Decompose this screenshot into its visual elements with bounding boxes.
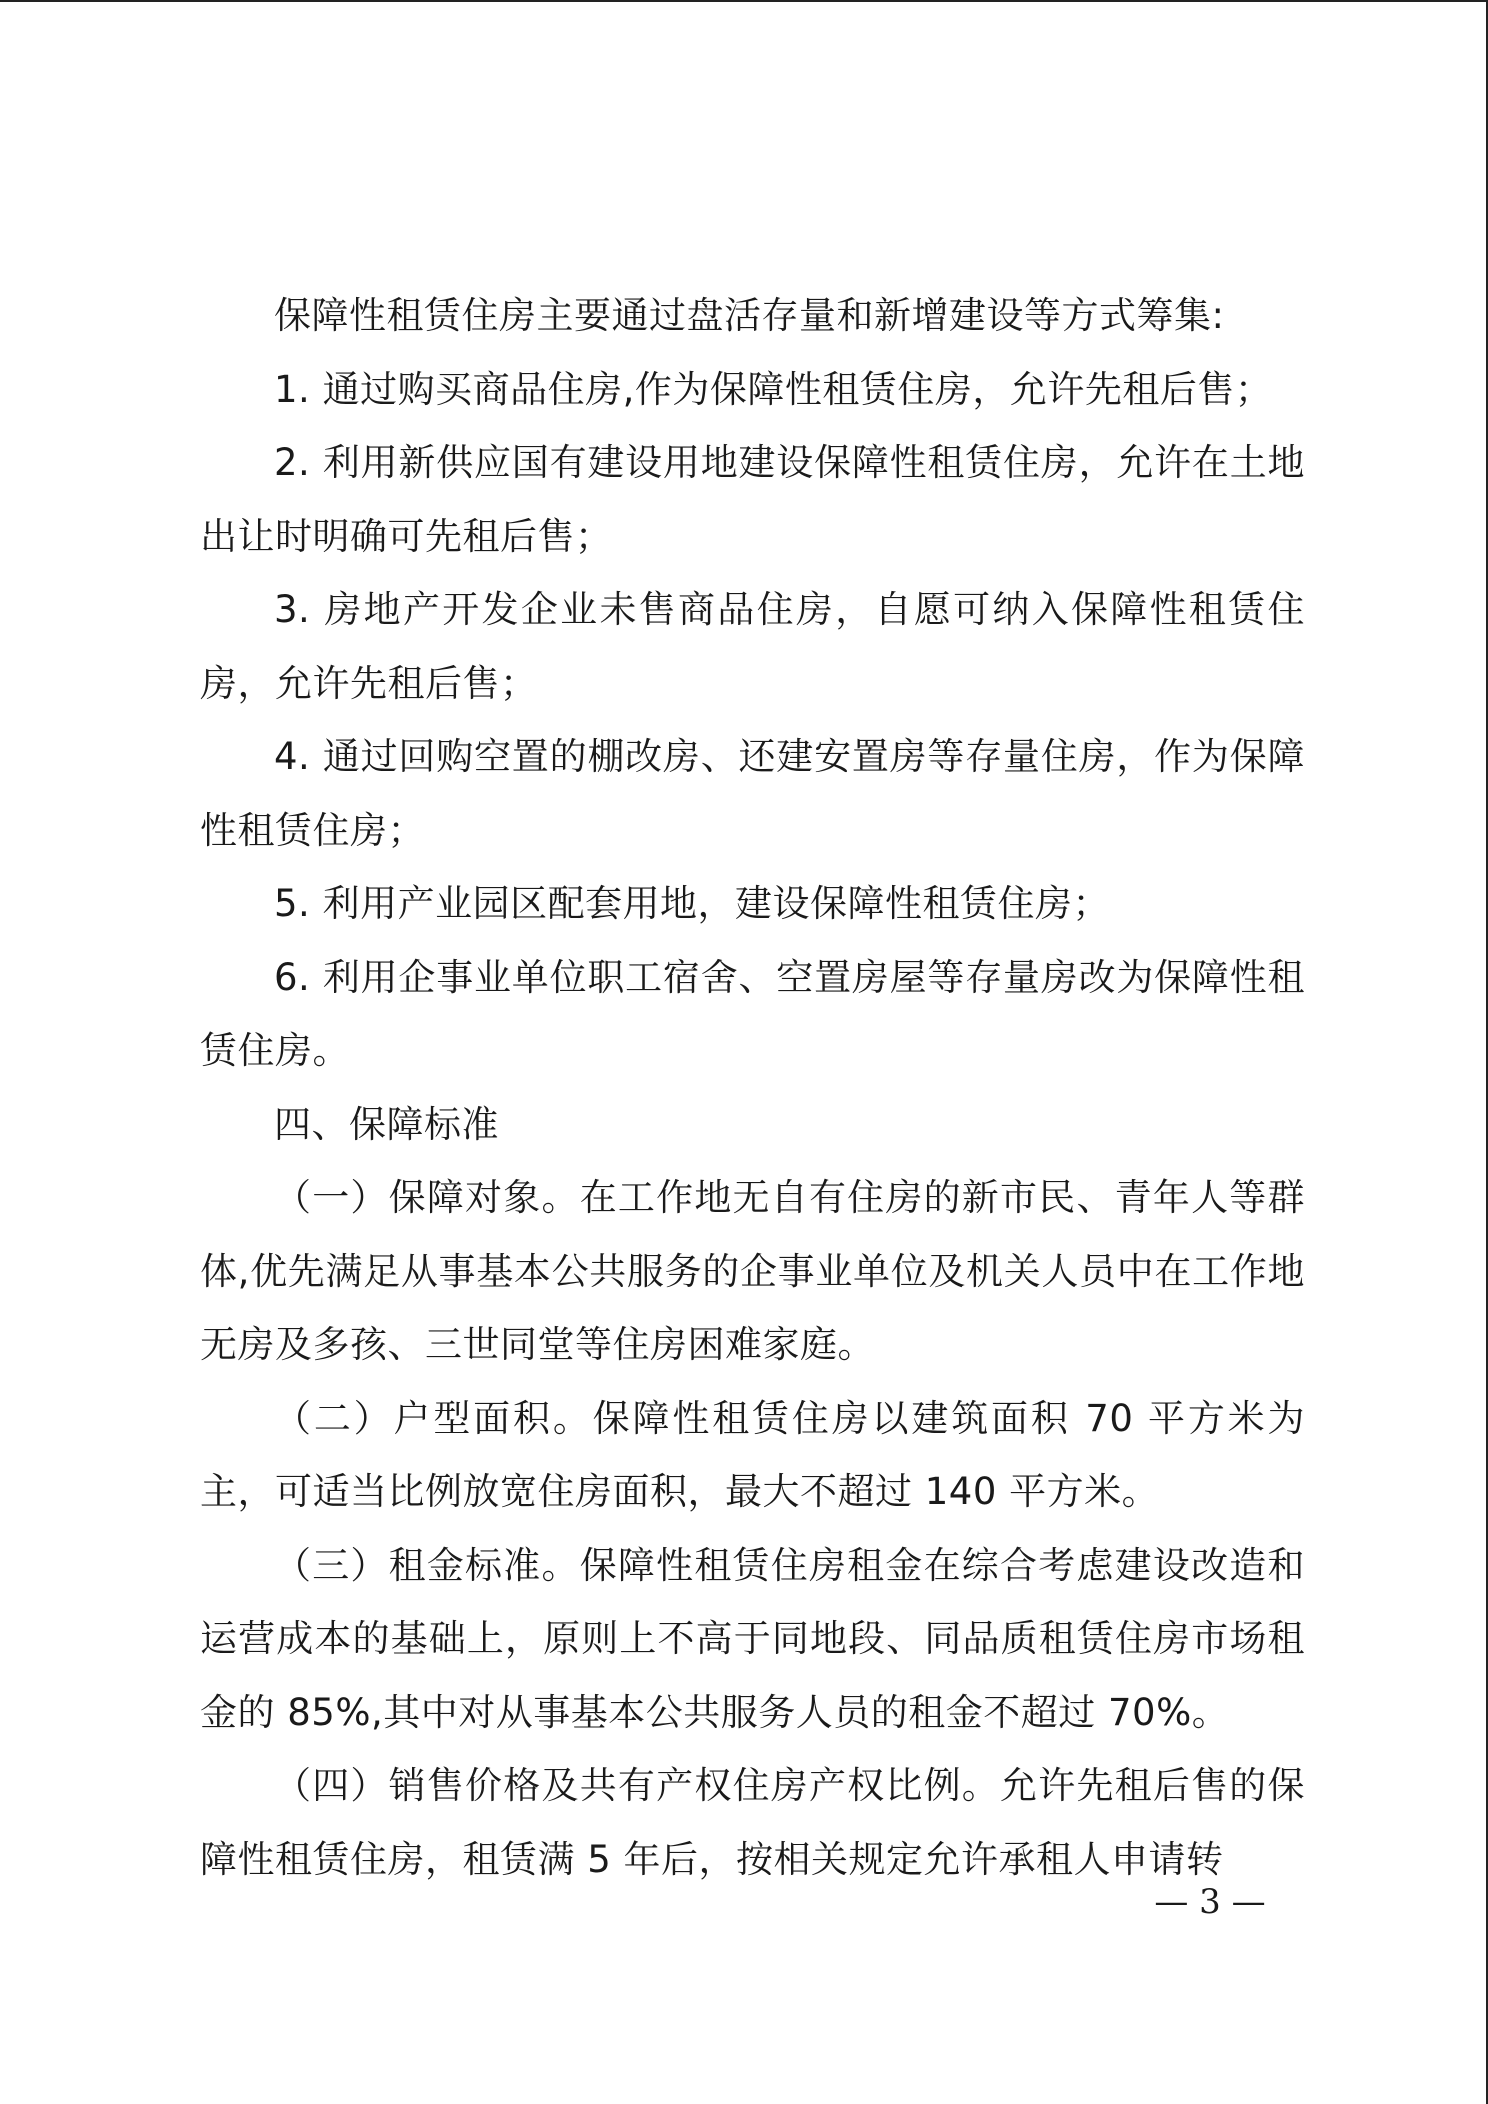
- paragraph-item-3: 3. 房地产开发企业未售商品住房，自愿可纳入保障性租赁住房，允许先租后售；: [200, 588, 1305, 705]
- paragraph-item-6: 6. 利用企事业单位职工宿舍、空置房屋等存量房改为保障性租赁住房。: [200, 955, 1305, 1072]
- section-heading: 四、保障标准: [274, 1102, 499, 1146]
- paragraph-item-2: 2. 利用新供应国有建设用地建设保障性租赁住房，允许在土地出让时明确可先租后售；: [200, 441, 1305, 558]
- paragraph-subsection-2: （二）户型面积。保障性租赁住房以建筑面积 70 平方米为主，可适当比例放宽住房面积，最大不超过 140 平方米。: [200, 1396, 1305, 1513]
- page-number: — 3 —: [1154, 1882, 1266, 1922]
- paragraph-item-1: 1. 通过购买商品住房,作为保障性租赁住房，允许先租后售；: [274, 367, 1273, 411]
- paragraph-item-4: 4. 通过回购空置的棚改房、还建安置房等存量住房，作为保障性租赁住房；: [200, 735, 1305, 852]
- paragraph-intro: 保障性租赁住房主要通过盘活存量和新增建设等方式筹集:: [274, 294, 1225, 337]
- paragraph-subsection-1: （一）保障对象。在工作地无自有住房的新市民、青年人等群体,优先满足从事基本公共服务的企事业单位及机关人员中在工作地无房及多孩、三世同堂等住房困难家庭。: [200, 1176, 1305, 1366]
- paragraph-subsection-4: （四）销售价格及共有产权住房产权比例。允许先租后售的保障性租赁住房，租赁满 5 年后，按相关规定允许承租人申请转: [200, 1764, 1305, 1881]
- document-body: [200, 279, 1305, 1896]
- paragraph-item-5: 5. 利用产业园区配套用地，建设保障性租赁住房；: [274, 882, 1111, 925]
- paragraph-subsection-3: （三）租金标准。保障性租赁住房租金在综合考虑建设改造和运营成本的基础上，原则上不高于同地段、同品质租赁住房市场租金的 85%,其中对从事基本公共服务人员的租金不超过 70%。: [200, 1543, 1305, 1734]
